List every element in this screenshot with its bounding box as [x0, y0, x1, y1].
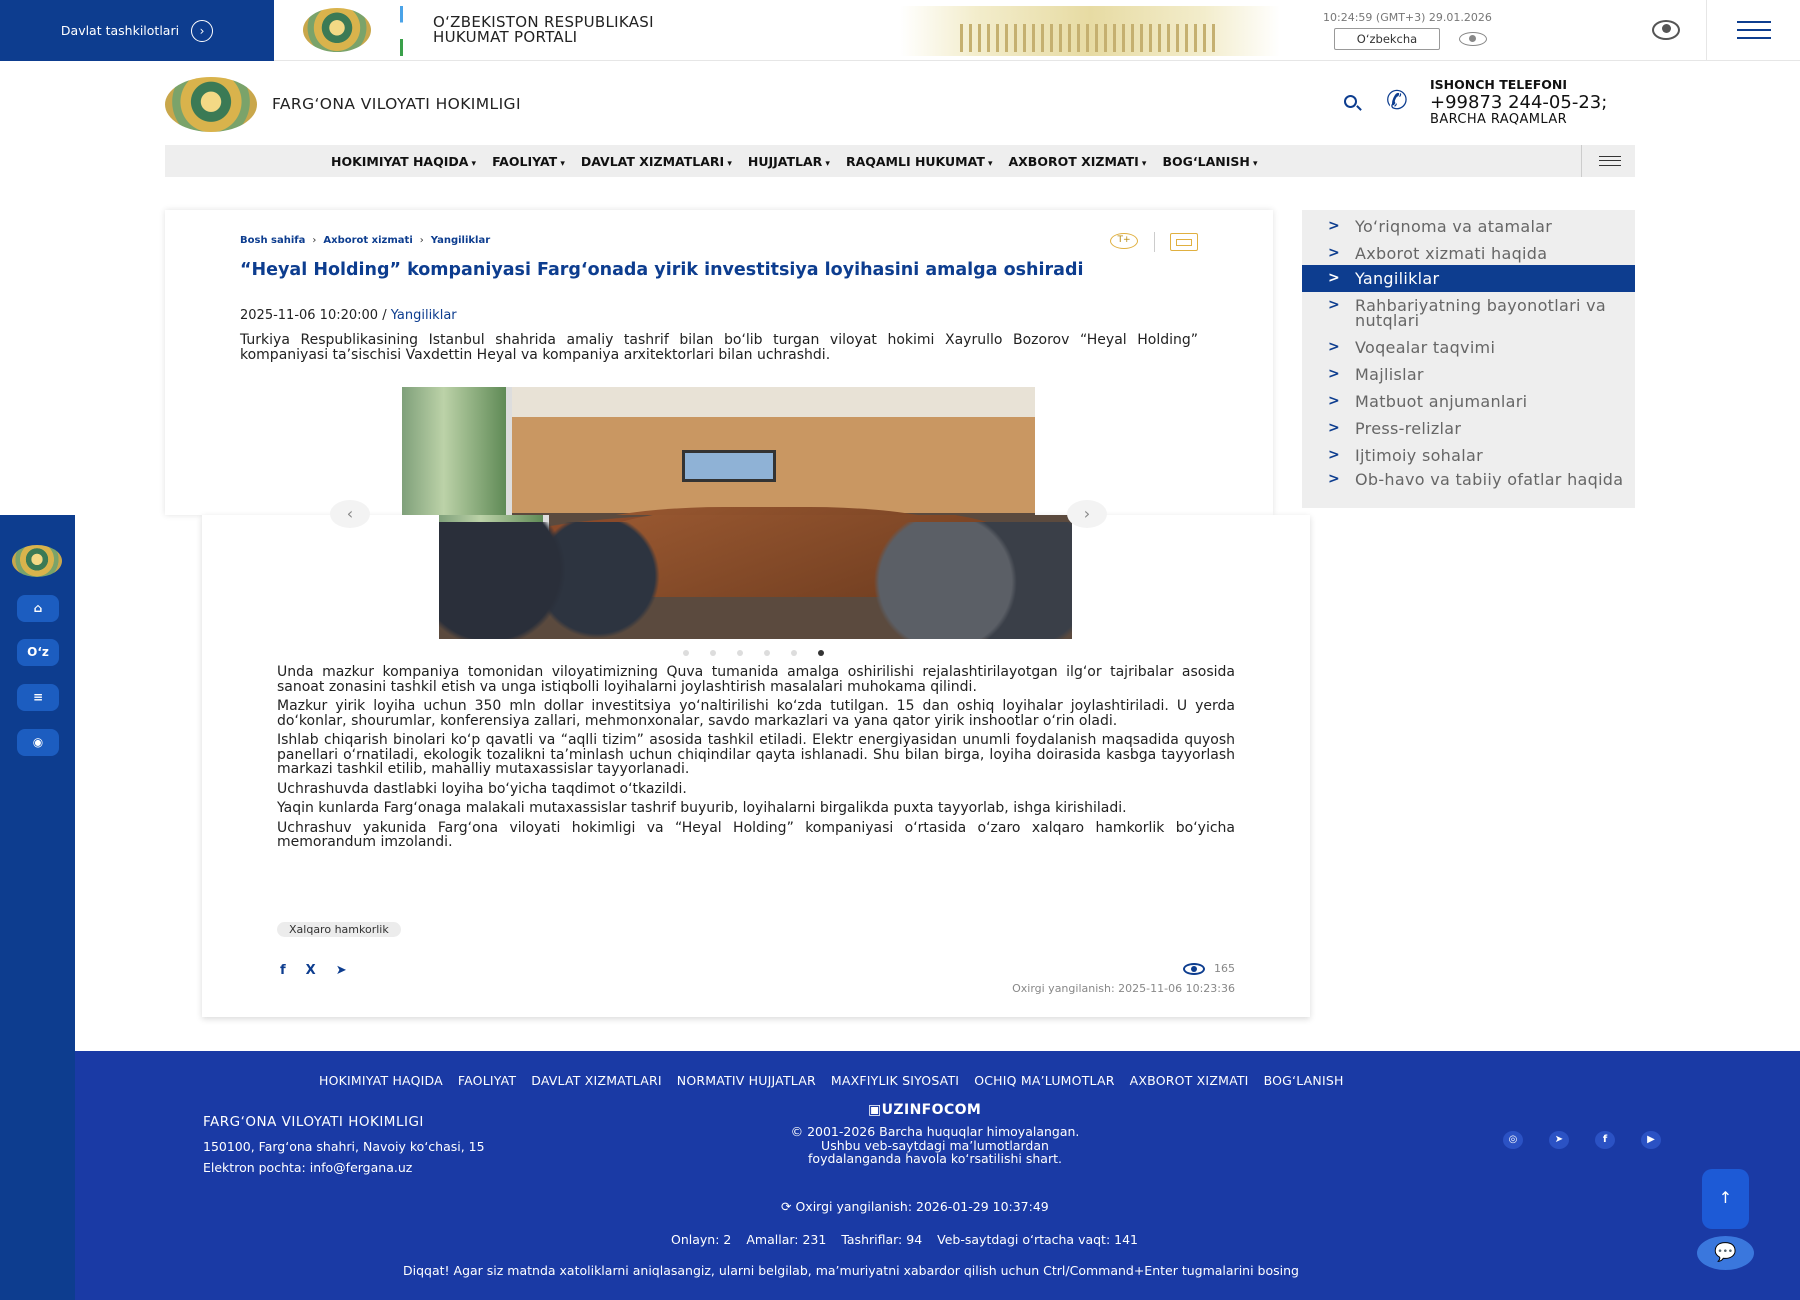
footer-updated-text: Oxirgi yangilanish: 2026-01-29 10:37:49	[795, 1199, 1049, 1214]
sidebar-item-statements[interactable]: > Rahbariyatning bayonotlari va nutqlari	[1302, 296, 1635, 330]
footer-updated	[781, 1199, 1049, 1214]
meeting-photo	[402, 387, 1035, 515]
footer	[75, 1051, 1800, 1300]
article-meta: 2025-11-06 10:20:00 / Yangiliklar	[240, 308, 457, 323]
building-icon[interactable]: ⌂	[17, 595, 59, 622]
chevron-right-icon: ›	[312, 235, 317, 246]
gov-orgs-button[interactable]	[0, 0, 274, 61]
stat-visits: Tashriflar: 94	[841, 1232, 923, 1247]
slider-next-button[interactable]: ›	[1067, 500, 1107, 528]
footer-link-about[interactable]: HOKIMIYAT HAQIDA	[319, 1073, 443, 1088]
footer-link-services[interactable]: DAVLAT XIZMATLARI	[531, 1073, 662, 1088]
footer-link-press[interactable]: AXBOROT XIZMATI	[1129, 1073, 1249, 1088]
x-twitter-icon[interactable]: X	[305, 963, 316, 978]
gov-orgs-label: Davlat tashkilotlari	[60, 23, 180, 38]
slider-dot[interactable]	[791, 650, 797, 656]
telegram-icon[interactable]: ➤	[1549, 1131, 1569, 1149]
footer-nav	[319, 1073, 1344, 1088]
telegram-icon[interactable]: ➤	[335, 963, 347, 978]
site-title[interactable]: FARG‘ONA VILOYATI HOKIMLIGI	[272, 95, 521, 113]
nav-item-press[interactable]: AXBOROT XIZMATI ▾	[1009, 154, 1147, 169]
slider-dot[interactable]	[710, 650, 716, 656]
photo-window	[402, 387, 512, 515]
main-nav	[165, 145, 1635, 177]
stat-actions: Amallar: 231	[746, 1232, 827, 1247]
stat-online: Onlayn: 2	[671, 1232, 732, 1247]
breadcrumb	[240, 235, 490, 246]
breadcrumb-home[interactable]: Bosh sahifa	[240, 235, 306, 246]
nav-item-contact[interactable]: BOG‘LANISH ▾	[1162, 154, 1257, 169]
text-lines-icon[interactable]: ≡	[17, 684, 59, 711]
article-paragraph: Ishlab chiqarish binolari ko‘p qavatli va “aqlli tizim” asosida tashkil etiladi. Elektr energiyasidan unumli foydalanish maqsadida quyosh panellari o‘rnatiladi, ekologik tozalikni ta’minlash uchun chiqindilar qayta ishlanadi. Shu bilan birga, loyiha doirasida kasbga tayyorlash markazi tashkil etilib, mahalliy mutaxassislar tayyorlanadi.	[277, 732, 1235, 777]
font-size-icon[interactable]: T+	[1110, 233, 1138, 249]
sidebar-item-press-about[interactable]: > Axborot xizmati haqida	[1302, 243, 1635, 265]
language-select[interactable]: O‘zbekcha	[1334, 28, 1440, 50]
hotline-number[interactable]: +99873 244-05-23;	[1430, 92, 1608, 113]
footer-link-open-data[interactable]: OCHIQ MA’LUMOTLAR	[974, 1073, 1115, 1088]
photo-screen	[682, 450, 776, 482]
user-circle-icon[interactable]: ◉	[17, 729, 59, 756]
meeting-photo	[439, 515, 1072, 639]
sidebar-item-press-conferences[interactable]: > Matbuot anjumanlari	[1302, 391, 1635, 413]
social-links	[1503, 1131, 1661, 1149]
clock: 10:24:59 (GMT+3) 29.01.2026	[1323, 11, 1492, 24]
slider-dot-active[interactable]	[818, 650, 824, 656]
nav-item-documents[interactable]: HUJJATLAR ▾	[748, 154, 830, 169]
sidebar-menu	[1302, 210, 1635, 508]
photo-table	[552, 507, 982, 515]
divider	[1154, 232, 1155, 252]
state-emblem-logo[interactable]	[303, 8, 371, 52]
parliament-building-image	[900, 6, 1280, 56]
sidebar-item-guide[interactable]: > Yo‘riqnoma va atamalar	[1302, 216, 1635, 238]
footer-notice: Diqqat! Agar siz matnda xatoliklarni aniqlasangiz, ularni belgilab, ma’muriyatni xabardor qilish uchun Ctrl/Command+Enter tugmalarini bosing	[403, 1263, 1299, 1278]
footer-copyright: © 2001-2026 Barcha huquqlar himoyalangan. Ushbu veb-saytdagi ma’lumotlardan foydalanganda havola ko‘rsatilishi shart.	[790, 1124, 1080, 1166]
chat-icon[interactable]: 💬	[1697, 1236, 1754, 1270]
slider-image-part-1[interactable]	[402, 387, 1035, 515]
refresh-icon: ⟳	[781, 1199, 796, 1214]
portal-title-line1: O‘ZBEKISTON RESPUBLIKASI	[433, 13, 654, 31]
sidebar-item-news[interactable]: > Yangiliklar	[1302, 265, 1635, 292]
nav-item-about[interactable]: HOKIMIYAT HAQIDA ▾	[331, 154, 476, 169]
slider-dot[interactable]	[683, 650, 689, 656]
sidebar-item-press-releases[interactable]: > Press-relizlar	[1302, 418, 1635, 440]
article-paragraph: Uchrashuv yakunida Farg‘ona viloyati hokimligi va “Heyal Holding” kompaniyasi o‘rtasida o‘zaro xalqaro hamkorlik bo‘yicha memorandum imzolandi.	[277, 819, 1235, 850]
phone-icon: ✆	[1386, 86, 1408, 116]
accessibility-eye-icon[interactable]	[1459, 32, 1487, 46]
sidebar-item-calendar[interactable]: > Voqealar taqvimi	[1302, 337, 1635, 359]
slider-image-part-2[interactable]	[439, 515, 1072, 639]
slider-dot[interactable]	[764, 650, 770, 656]
brand-text: UZINFOCOM	[881, 1102, 982, 1118]
views-count: 165	[1214, 962, 1235, 975]
footer-stats	[671, 1232, 1138, 1247]
facebook-icon[interactable]: f	[1595, 1131, 1615, 1149]
footer-email[interactable]: Elektron pochta: info@fergana.uz	[203, 1160, 413, 1175]
nav-menu-icon[interactable]	[1581, 145, 1635, 177]
youtube-icon[interactable]: ▶	[1641, 1131, 1661, 1149]
article-tag[interactable]: Xalqaro hamkorlik	[277, 922, 401, 937]
slider-dot[interactable]	[737, 650, 743, 656]
article-category[interactable]: Yangiliklar	[390, 308, 457, 323]
photo-people	[439, 522, 1072, 639]
all-numbers-link[interactable]: BARCHA RAQAMLAR	[1430, 112, 1568, 127]
instagram-icon[interactable]: ◎	[1503, 1131, 1523, 1149]
chevron-right-icon: ›	[191, 20, 213, 42]
facebook-icon[interactable]: f	[280, 963, 286, 978]
share-links	[280, 963, 347, 978]
nav-item-digital-gov[interactable]: RAQAMLI HUKUMAT ▾	[846, 154, 993, 169]
print-icon[interactable]	[1170, 233, 1198, 251]
article-body	[277, 665, 1235, 855]
accessibility-sidebar	[0, 515, 75, 1300]
sidebar-item-meetings[interactable]: > Majlislar	[1302, 364, 1635, 386]
article-paragraph: Mazkur yirik loyiha uchun 350 mln dollar investitsiya yo‘naltirilishi ko‘zda tutilgan. 15 dan oshiq loyihalar joylashtiriladi. U yerda do‘konlar, shourumlar, konferensiya zallari, mehmonxonalar, savdo markazlari va yana qator yirik inshootlar o‘rin oladi.	[277, 698, 1235, 729]
article-paragraph: Yaqin kunlarda Farg‘onaga malakali mutaxassislar tashrif buyurib, loyihalarni birgalikda puxta tayyorlab, ishga kirishiladi.	[277, 800, 1127, 816]
sidebar-item-weather[interactable]: > Ob-havo va tabiiy ofatlar haqida	[1302, 470, 1635, 506]
region-emblem-logo[interactable]	[165, 77, 257, 132]
search-icon[interactable]	[1344, 95, 1357, 108]
divider	[1706, 0, 1707, 61]
article-paragraph: Unda mazkur kompaniya tomonidan viloyatimizning Quva tumanida amalga oshirilishi rejalashtirilayotgan ilg‘or tajribalar asosida sanoat zonasini tashkil etish va unga istiqbolli loyihalarni joylashtirish masalalari muhokama qilindi.	[277, 664, 1235, 695]
footer-link-normative[interactable]: NORMATIV HUJJATLAR	[676, 1073, 816, 1088]
breadcrumb-press[interactable]: Axborot xizmati	[323, 235, 413, 246]
portal-title-line2: HUKUMAT PORTALI	[433, 28, 578, 46]
slider-dots	[683, 650, 824, 656]
stat-avg-time: Veb-saytdagi o‘rtacha vaqt: 141	[937, 1232, 1139, 1247]
sidebar-item-social[interactable]: > Ijtimoiy sohalar	[1302, 445, 1635, 467]
portal-title[interactable]	[433, 15, 654, 45]
article-lead: Turkiya Respublikasining Istanbul shahrida amaliy tashrif bilan bo‘lib turgan viloyat hokimi Xayrullo Bozorov “Heyal Holding” kompaniyasi ta’sischisi Vaxdettin Heyal va kompaniya arxitektorlari bilan uchrashdi.	[240, 332, 1198, 363]
breadcrumb-news[interactable]: Yangiliklar	[430, 235, 491, 246]
article-date: 2025-11-06 10:20:00	[240, 308, 379, 323]
menu-icon[interactable]	[1737, 21, 1771, 39]
nav-item-activity[interactable]: FAOLIYAT ▾	[492, 154, 565, 169]
footer-address: 150100, Farg‘ona shahri, Navoiy ko‘chasi, 15	[203, 1139, 485, 1154]
scroll-to-top-button[interactable]: ↑	[1702, 1169, 1749, 1229]
user-icon[interactable]	[1652, 20, 1680, 40]
slider-prev-button[interactable]: ‹	[330, 500, 370, 528]
footer-link-activity[interactable]: FAOLIYAT	[457, 1073, 517, 1088]
emblem-icon[interactable]	[12, 545, 62, 577]
footer-link-privacy[interactable]: MAXFIYLIK SIYOSATI	[830, 1073, 960, 1088]
article-last-updated: Oxirgi yangilanish: 2025-11-06 10:23:36	[1012, 982, 1235, 995]
footer-link-contact[interactable]: BOG‘LANISH	[1263, 1073, 1344, 1088]
nav-item-services[interactable]: DAVLAT XIZMATLARI ▾	[581, 154, 732, 169]
chevron-right-icon: ›	[419, 235, 424, 246]
flag-divider	[400, 6, 403, 56]
top-bar	[0, 0, 1800, 61]
uzinfocom-logo[interactable]: ▣UZINFOCOM	[868, 1102, 982, 1118]
article-title: “Heyal Holding” kompaniyasi Farg‘onada yirik investitsiya loyihasini amalga oshiradi	[240, 260, 1084, 280]
article-paragraph: Uchrashuvda dastlabki loyiha bo‘yicha taqdimot o‘tkazildi.	[277, 780, 687, 797]
views-eye-icon	[1183, 963, 1205, 975]
language-toggle[interactable]: O‘z	[17, 639, 59, 666]
footer-org-name: FARG‘ONA VILOYATI HOKIMLIGI	[203, 1114, 424, 1130]
hotline-label: ISHONCH TELEFONI	[1430, 77, 1568, 92]
